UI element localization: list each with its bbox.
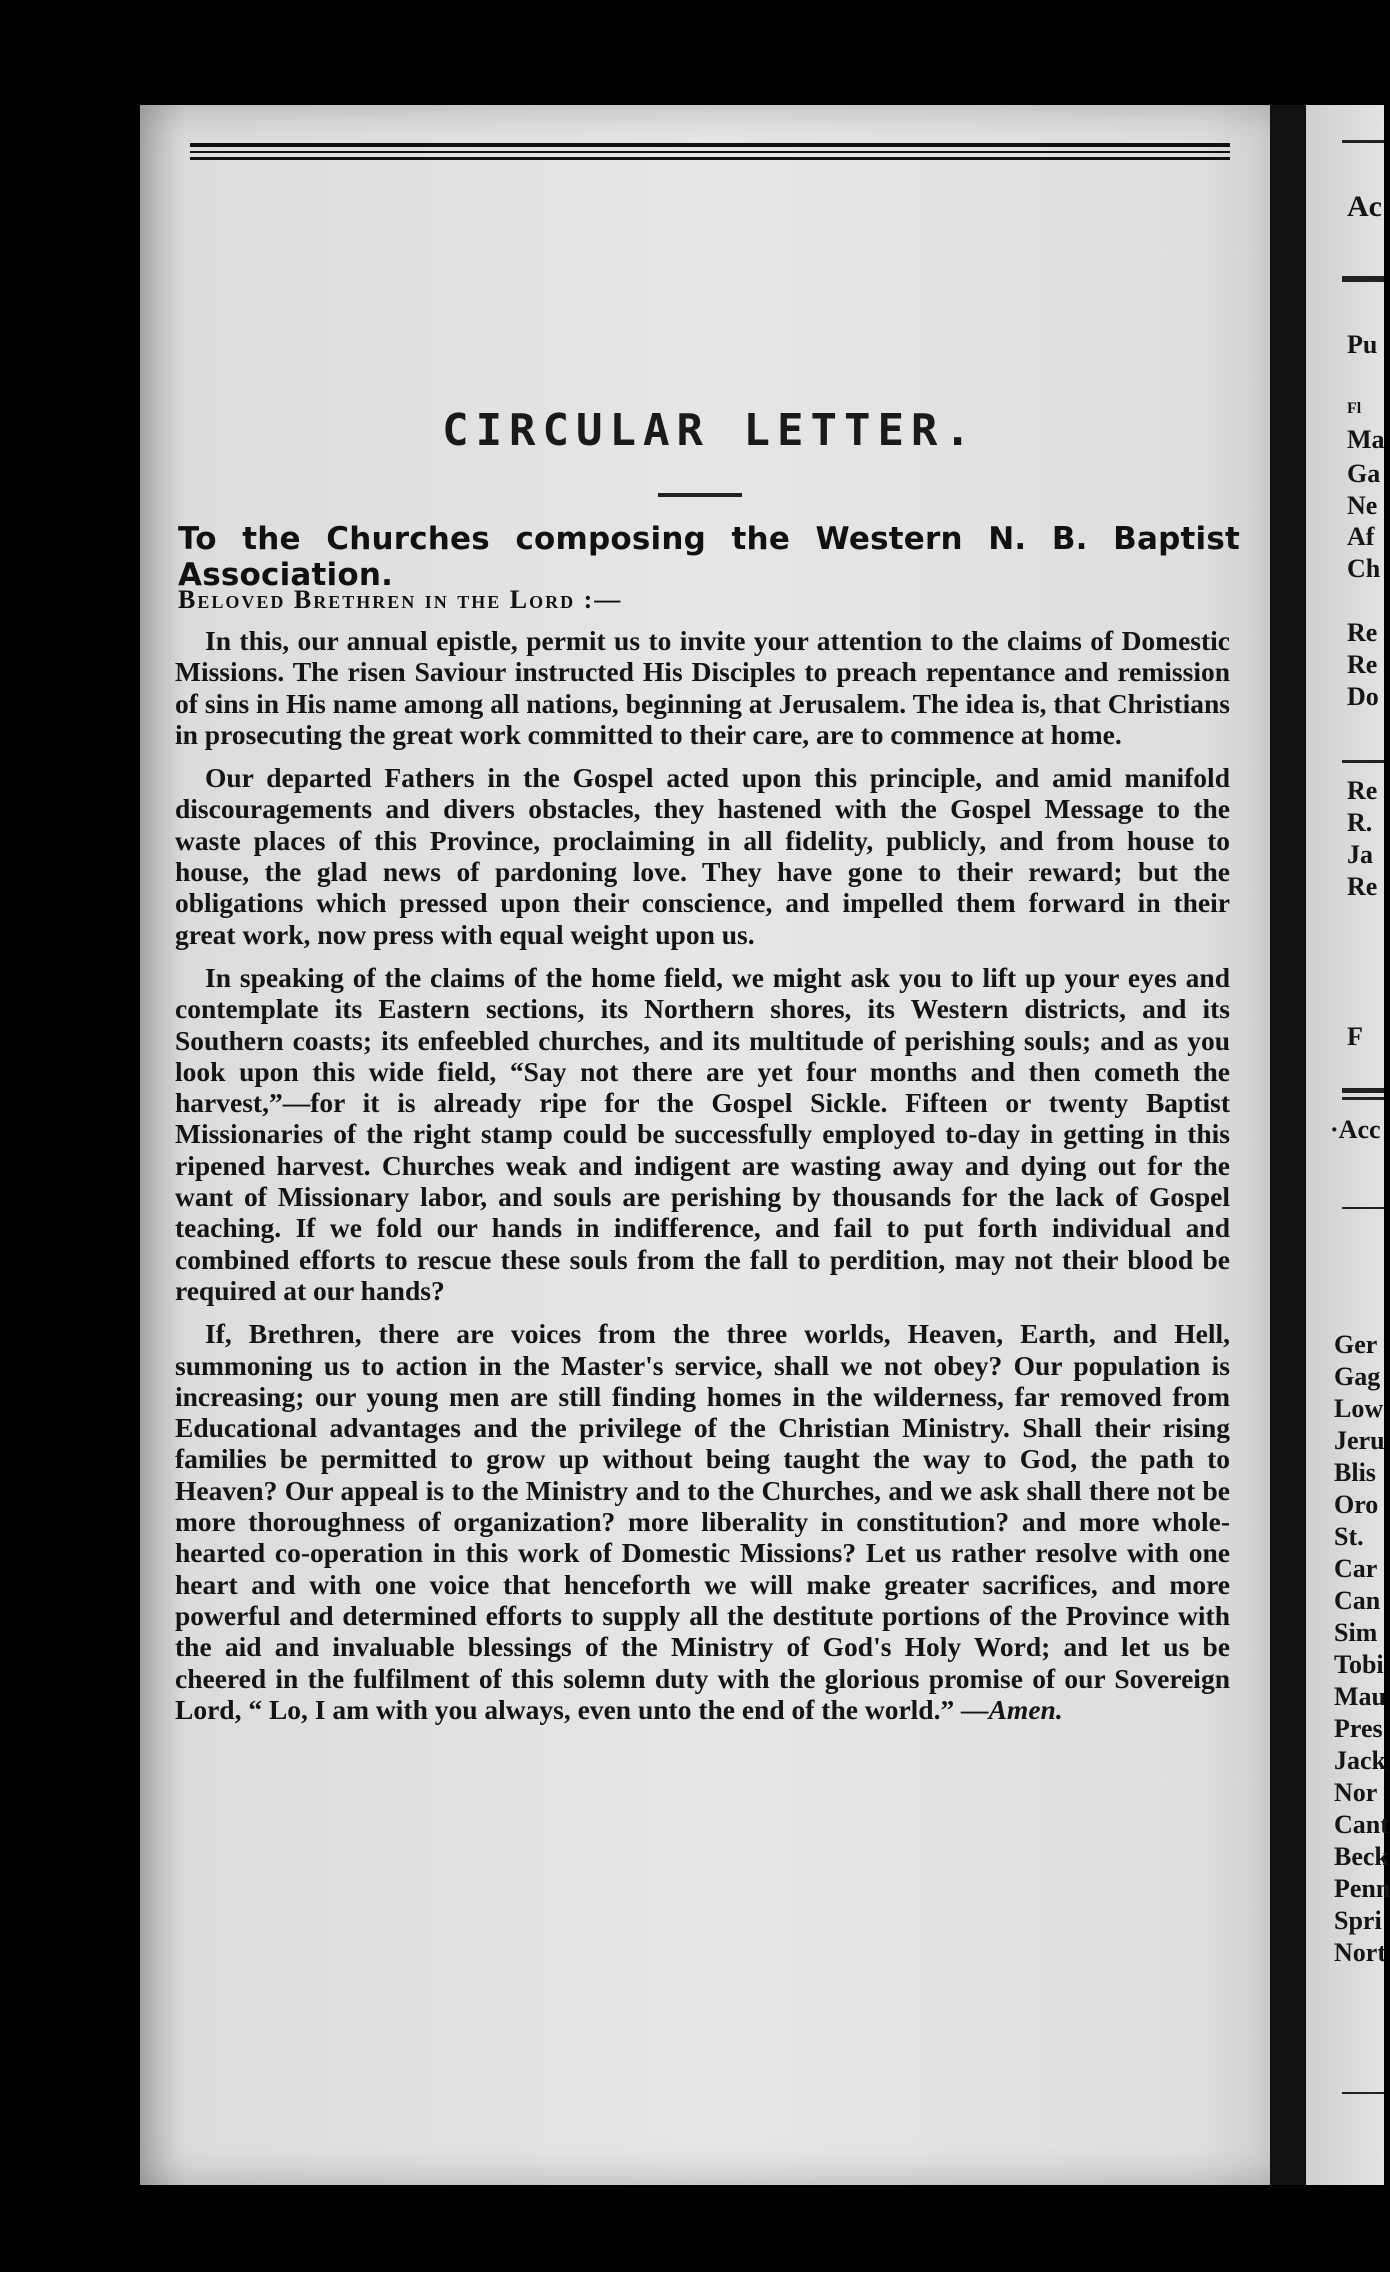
paragraph-3: In speaking of the claims of the home field, we might ask you to lift up your eyes and contemplate its Eastern sections, its Northern shores, its Western districts, and its Southern coasts; its enfeebled churches, and its multitude of perishing souls; and as you look upon this wide field, “Say not there are yet four months and then cometh the harvest,”—for it is already ripe for the Gospel Sickle. Fifteen or twenty Baptist Missionaries of the right stamp could be successfully employed to-day in getting in this ripened harvest. Churches weak and indigent are wasting away and dying out for the want of Missionary labor, and souls are perishing by thousands for the lack of Gospel teaching. If we fold our hands in indifference, and fail to put forth individual and combined efforts to rescue these souls from the fall to perdition, may not their blood be required at our hands? bbox=[175, 961, 1230, 1306]
adjacent-rule bbox=[1342, 1088, 1384, 1093]
adjacent-fragment: Jeru bbox=[1334, 1426, 1385, 1455]
adjacent-fragment: Spri bbox=[1334, 1906, 1382, 1935]
top-rule-2 bbox=[190, 151, 1230, 153]
adjacent-fragment: Re bbox=[1347, 872, 1378, 901]
adjacent-fragment: Re bbox=[1347, 618, 1378, 647]
adjacent-rule bbox=[1342, 1097, 1384, 1100]
adjacent-fragment: Ch bbox=[1347, 554, 1381, 583]
adjacent-rule bbox=[1342, 276, 1384, 282]
top-rule-1 bbox=[190, 143, 1230, 147]
paragraph-1: In this, our annual epistle, permit us to invite your attention to the claims of Domestic Missions. The risen Saviour instructed His Disciples to preach repentance and remission of sins in His name among all nations, beginning at Jerusalem. The idea is, that Christians in prosecuting the great work committed to their care, are to commence at home. bbox=[175, 625, 1230, 750]
adjacent-rule bbox=[1342, 760, 1384, 763]
adjacent-fragment: Ma bbox=[1347, 425, 1385, 454]
adjacent-fragment: Fl bbox=[1347, 400, 1362, 417]
adjacent-rule bbox=[1342, 140, 1384, 143]
adjacent-page bbox=[1306, 105, 1384, 2185]
adjacent-fragment: Re bbox=[1347, 776, 1378, 805]
adjacent-fragment: F bbox=[1347, 1022, 1363, 1051]
adjacent-fragment: Oro bbox=[1334, 1490, 1379, 1519]
title-divider bbox=[658, 493, 742, 497]
adjacent-fragment: Penn bbox=[1334, 1874, 1390, 1903]
letter-body bbox=[175, 625, 1230, 1737]
adjacent-fragment: Ger bbox=[1334, 1330, 1378, 1359]
adjacent-fragment: Blis bbox=[1334, 1458, 1376, 1487]
adjacent-fragment: Sim bbox=[1334, 1618, 1378, 1647]
page-gutter bbox=[1270, 105, 1306, 2185]
adjacent-fragment: Low bbox=[1334, 1394, 1384, 1423]
adjacent-fragment: Pres bbox=[1334, 1714, 1383, 1743]
letter-subtitle: To the Churches composing the Western N. B. Baptist Association. bbox=[178, 521, 1240, 593]
adjacent-fragment: Do bbox=[1347, 682, 1379, 711]
adjacent-fragment: Ac bbox=[1347, 190, 1382, 223]
page-title: CIRCULAR LETTER. bbox=[442, 405, 978, 456]
adjacent-fragment: St. bbox=[1334, 1522, 1364, 1551]
adjacent-fragment: Gag bbox=[1334, 1362, 1381, 1391]
adjacent-rule bbox=[1342, 2092, 1384, 2094]
adjacent-fragment: Ga bbox=[1347, 459, 1381, 488]
paragraph-4 bbox=[175, 1318, 1230, 1725]
adjacent-fragment: Re bbox=[1347, 650, 1378, 679]
paragraph-2: Our departed Fathers in the Gospel acted upon this principle, and amid manifold discouragements and divers obstacles, they hastened with the Gospel Message to the waste places of this Province, proclaiming in all fidelity, publicly, and from house to house, the glad news of pardoning love. They have gone to their reward; but the obligations which pressed upon their conscience, and impelled them forward in their great work, now press with equal weight upon us. bbox=[175, 762, 1230, 950]
paragraph-4-text: If, Brethren, there are voices from the three worlds, Heaven, Earth, and Hell, summoning us to action in the Master's service, shall we not obey? Our population is increasing; our young men are still finding homes in the wilderness, far removed from Educational advantages and the privilege of the Christian Ministry. Shall their rising families be permitted to grow up without being taught the way to God, the path to Heaven? Our appeal is to the Ministry and to the Churches, and we ask shall there not be more thoroughness of organization? more liberality in constitution? and more whole-hearted co-operation in this work of Domestic Missions? Let us rather resolve with one heart and with one voice that henceforth we will make greater sacrifices, and more powerful and determined efforts to supply all the destitute portions of the Province with the aid and invaluable blessings of the Ministry of God's Holy Word; and let us be cheered in the fulfilment of this solemn duty with the glorious promise of our Sovereign Lord, “ Lo, I am with you always, even unto the end of the world.” bbox=[175, 1318, 1230, 1725]
adjacent-fragment: Nor bbox=[1334, 1778, 1378, 1807]
adjacent-fragment: Ne bbox=[1347, 491, 1378, 520]
adjacent-fragment: Beck bbox=[1334, 1842, 1389, 1871]
adjacent-rule bbox=[1342, 1207, 1384, 1209]
adjacent-fragment: Nort bbox=[1334, 1938, 1386, 1967]
adjacent-fragment: Af bbox=[1347, 522, 1375, 551]
adjacent-fragment: ·Acc bbox=[1330, 1115, 1381, 1144]
adjacent-fragment: Ja bbox=[1347, 840, 1373, 869]
adjacent-fragment: Mau bbox=[1334, 1682, 1386, 1711]
adjacent-fragment: Pu bbox=[1347, 330, 1378, 359]
salutation: Beloved Brethren in the Lord :— bbox=[178, 585, 623, 614]
top-rule-3 bbox=[190, 157, 1230, 160]
closing-amen: —Amen. bbox=[961, 1693, 1063, 1725]
adjacent-fragment: Car bbox=[1334, 1554, 1378, 1583]
adjacent-fragment: Jack bbox=[1334, 1746, 1386, 1775]
adjacent-fragment: Tobi bbox=[1334, 1650, 1384, 1679]
adjacent-fragment: Cant bbox=[1334, 1810, 1389, 1839]
film-margin-left bbox=[0, 0, 140, 2272]
adjacent-fragment: Can bbox=[1334, 1586, 1381, 1615]
adjacent-fragment: R. bbox=[1347, 808, 1373, 837]
